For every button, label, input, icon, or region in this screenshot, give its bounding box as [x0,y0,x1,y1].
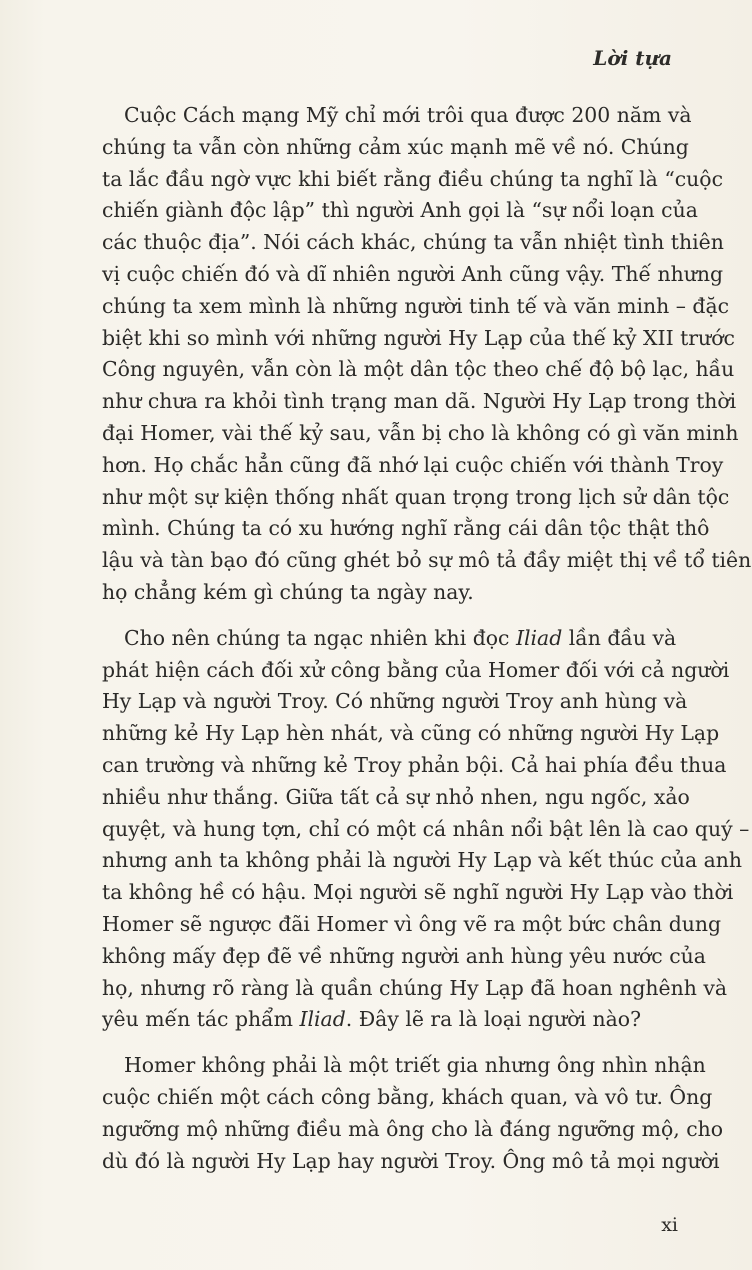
book-title-iliad: Iliad [515,625,563,650]
text-line: lậu và tàn bạo đó cũng ghét bỏ sự mô tả đầy miệt thị về tổ tiên [102,548,752,573]
text-line: đại Homer, vài thế kỷ sau, vẫn bị cho là không có gì văn minh [102,420,739,445]
text-line: những kẻ Hy Lạp hèn nhát, và cũng có những người Hy Lạp [102,721,720,746]
text-run: lần đầu và [562,625,677,650]
text-line: ta lắc đầu ngờ vực khi biết rằng điều chúng ta nghĩ là “cuộc [102,166,723,191]
text-line: Hy Lạp và người Troy. Có những người Troy anh hùng và [102,689,688,714]
text-line: cuộc chiến một cách công bằng, khách quan, và vô tư. Ông [102,1084,713,1109]
text-line: Cuộc Cách mạng Mỹ chỉ mới trôi qua được 200 năm và [124,103,692,127]
text-line: hơn. Họ chắc hẳn cũng đã nhớ lại cuộc chiến với thành Troy [102,452,724,477]
text-line: ta không hề có hậu. Mọi người sẽ nghĩ người Hy Lạp vào thời [102,880,734,905]
text-run: yêu mến tác phẩm [102,1007,300,1032]
text-line: dù đó là người Hy Lạp hay người Troy. Ông mô tả mọi người [102,1148,720,1173]
text-line: quyệt, và hung tợn, chỉ có một cá nhân nổi bật lên là cao quý – [102,816,750,841]
text-line: Homer không phải là một triết gia nhưng ông nhìn nhận [124,1053,706,1078]
text-line: chiến giành độc lập” thì người Anh gọi là “sự nổi loạn của [102,198,698,223]
text-line: phát hiện cách đối xử công bằng của Homer đối với cả người [102,657,730,682]
text-line: họ, nhưng rõ ràng là quần chúng Hy Lạp đã hoan nghênh và [102,975,728,1000]
text-line: biệt khi so mình với những người Hy Lạp của thế kỷ XII trước [102,325,735,350]
text-line [102,623,690,655]
paragraph-2 [102,623,750,1036]
body-text [102,100,752,1191]
paragraph-3 [102,1050,724,1177]
text-line: không mấy đẹp đẽ về những người anh hùng yêu nước của [102,943,706,968]
text-line: chúng ta xem mình là những người tinh tế và văn minh – đặc [102,293,730,318]
text-line: Homer sẽ ngược đãi Homer vì ông vẽ ra một bức chân dung [102,911,722,936]
text-line: mình. Chúng ta có xu hướng nghĩ rằng cái dân tộc thật thô [102,516,710,541]
text-line: họ chẳng kém gì chúng ta ngày nay. [102,579,474,604]
running-head: Lời tựa [593,46,672,70]
book-title-iliad: Iliad [299,1007,346,1032]
text-run: . Đây lẽ ra là loại người nào? [345,1007,642,1032]
text-line: can trường và những kẻ Troy phản bội. Cả hai phía đều thua [102,752,727,777]
text-line: Công nguyên, vẫn còn là một dân tộc theo chế độ bộ lạc, hầu [102,357,735,382]
text-line: vị cuộc chiến đó và dĩ nhiên người Anh cũng vậy. Thế nhưng [102,261,724,286]
text-line: như một sự kiện thống nhất quan trọng trong lịch sử dân tộc [102,484,730,509]
paragraph-1 [102,100,752,609]
text-run: Cho nên chúng ta ngạc nhiên khi đọc [124,625,516,650]
text-line: ngưỡng mộ những điều mà ông cho là đáng ngưỡng mộ, cho [102,1116,724,1141]
text-line: như chưa ra khỏi tình trạng man dã. Người Hy Lạp trong thời [102,389,737,414]
text-line: chúng ta vẫn còn những cảm xúc mạnh mẽ về nó. Chúng [102,134,689,159]
text-line [102,1004,690,1036]
text-line: các thuộc địa”. Nói cách khác, chúng ta vẫn nhiệt tình thiên [102,230,724,255]
text-line: nhưng anh ta không phải là người Hy Lạp và kết thúc của anh [102,848,743,873]
page-number: xi [661,1214,678,1236]
text-line: nhiều như thắng. Giữa tất cả sự nhỏ nhen, ngu ngốc, xảo [102,784,690,809]
